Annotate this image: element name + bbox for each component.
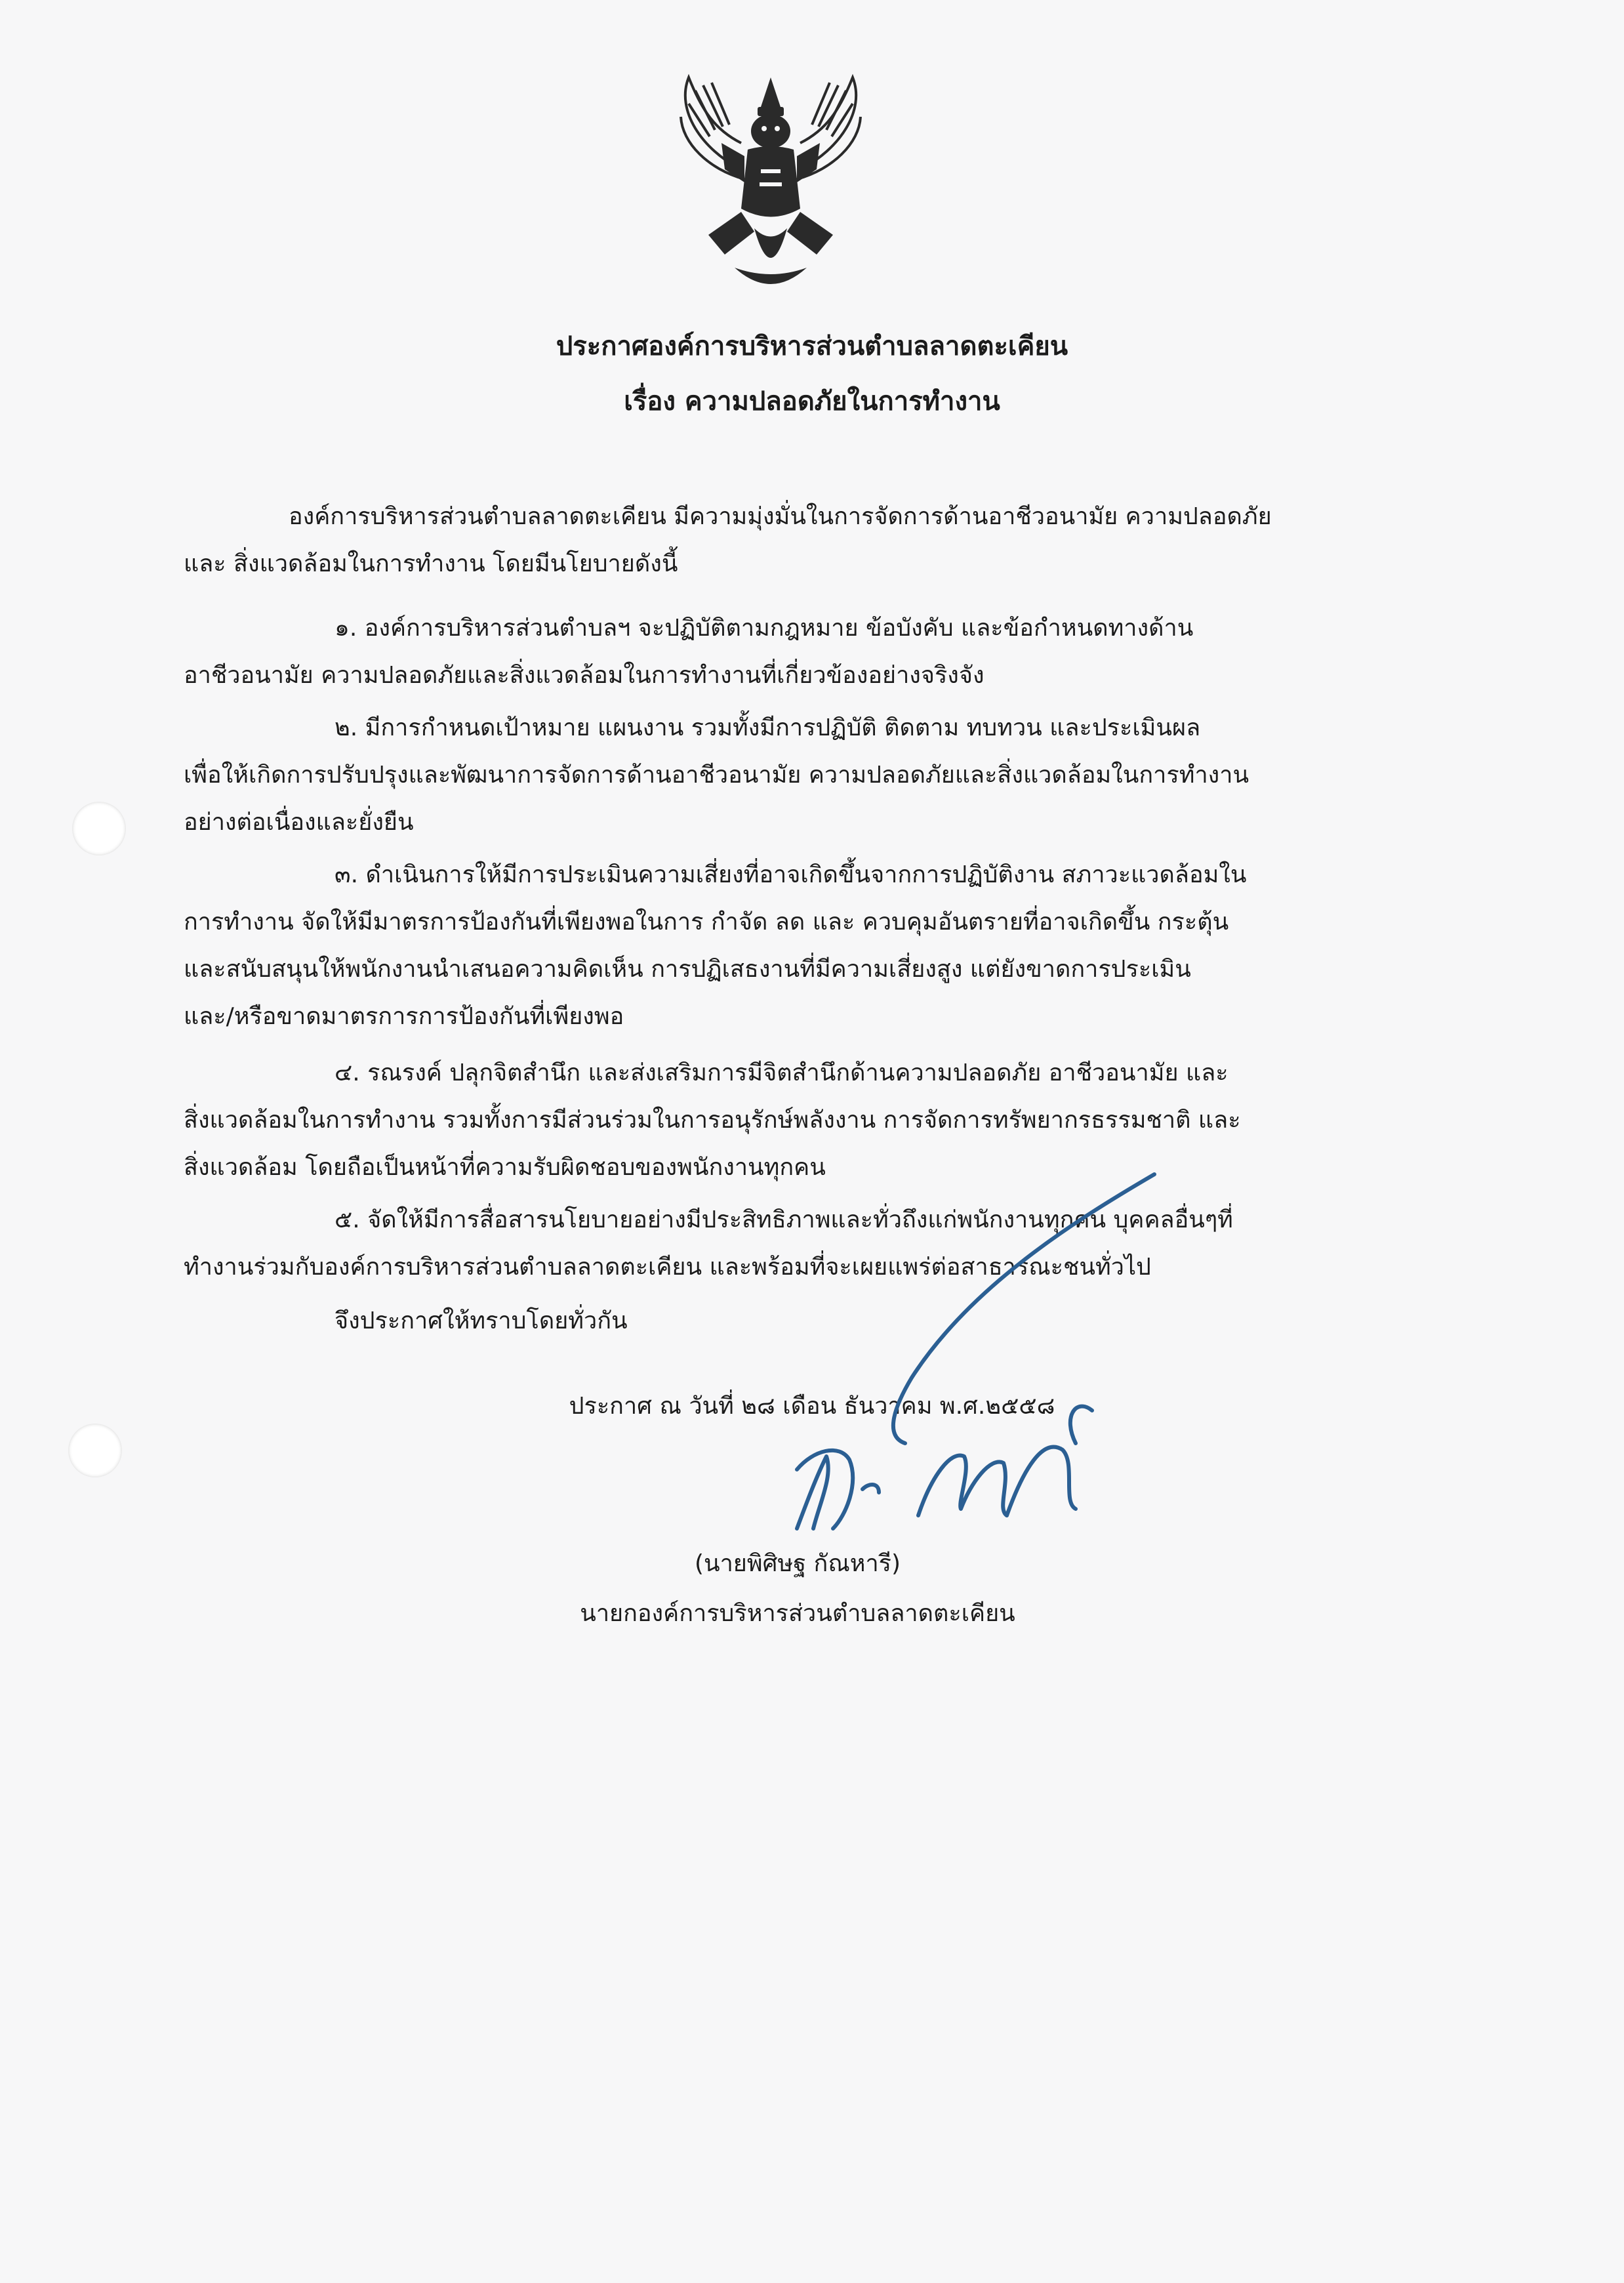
policy-line: เพื่อให้เกิดการปรับปรุงและพัฒนาการจัดการด้านอาชีวอนามัย ความปลอดภัยและสิ่งแวดล้อมในการทำงาน — [184, 762, 1249, 789]
date-line: ประกาศ ณ วันที่ ๒๘ เดือน ธันวาคม พ.ศ.๒๕๕๘ — [569, 1393, 1055, 1420]
punch-hole-bottom — [68, 1424, 122, 1477]
policy-item-2 — [184, 705, 1417, 846]
policy-item-1 — [184, 605, 1417, 699]
signatory-name: (นายพิศิษฐ กัณหารี) — [694, 1550, 901, 1577]
policy-line: สิ่งแวดล้อมในการทำงาน รวมทั้งการมีส่วนร่วมในการอนุรักษ์พลังงาน การจัดการทรัพยากรธรรมชาติ และ — [184, 1107, 1241, 1134]
garuda-emblem-icon — [662, 71, 879, 300]
policy-line: และ/หรือขาดมาตรการการป้องกันที่เพียงพอ — [184, 1003, 624, 1030]
closing-line: จึงประกาศให้ทราบโดยทั่วกัน — [335, 1307, 628, 1334]
intro-line: และ สิ่งแวดล้อมในการทำงาน โดยมีนโยบายดังนี้ — [184, 550, 678, 577]
handwritten-signature — [735, 1161, 1233, 1568]
policy-line: สิ่งแวดล้อม โดยถือเป็นหน้าที่ความรับผิดชอบของพนักงานทุกคน — [184, 1154, 826, 1181]
policy-line: ๕. จัดให้มีการสื่อสารนโยบายอย่างมีประสิทธิภาพและทั่วถึงแก่พนักงานทุกคน บุคคลอื่นๆที่ — [335, 1206, 1233, 1233]
policy-line: อาชีวอนามัย ความปลอดภัยและสิ่งแวดล้อมในการทำงานที่เกี่ยวข้องอย่างจริงจัง — [184, 662, 985, 689]
signatory-position: นายกองค์การบริหารส่วนตำบลลาดตะเคียน — [580, 1600, 1015, 1627]
announcement-title: ประกาศองค์การบริหารส่วนตำบลลาดตะเคียน — [556, 331, 1068, 361]
policy-item-3 — [184, 852, 1417, 1040]
policy-line: ๔. รณรงค์ ปลุกจิตสำนึก และส่งเสริมการมีจิตสำนึกด้านความปลอดภัย อาชีวอนามัย และ — [335, 1059, 1228, 1086]
policy-line: ทำงานร่วมกับองค์การบริหารส่วนตำบลลาดตะเคียน และพร้อมที่จะเผยแพร่ต่อสาธารณะชนทั่วไป — [184, 1254, 1151, 1281]
announcement-subject: เรื่อง ความปลอดภัยในการทำงาน — [624, 386, 1000, 417]
policy-line: การทำงาน จัดให้มีมาตรการป้องกันที่เพียงพอในการ กำจัด ลด และ ควบคุมอันตรายที่อาจเกิดขึ้น กระตุ้น — [184, 909, 1229, 936]
intro-line: องค์การบริหารส่วนตำบลลาดตะเคียน มีความมุ่งมั่นในการจัดการด้านอาชีวอนามัย ความปลอดภัย — [289, 503, 1272, 530]
punch-hole-top — [72, 802, 126, 855]
intro-paragraph — [184, 493, 1417, 588]
policy-line: ๒. มีการกำหนดเป้าหมาย แผนงาน รวมทั้งมีการปฏิบัติ ติดตาม ทบทวน และประเมินผล — [335, 714, 1201, 741]
policy-line: ๓. ดำเนินการให้มีการประเมินความเสี่ยงที่อาจเกิดขึ้นจากการปฏิบัติงาน สภาวะแวดล้อมใน — [335, 861, 1247, 888]
policy-line: ๑. องค์การบริหารส่วนตำบลฯ จะปฏิบัติตามกฎหมาย ข้อบังคับ และข้อกำหนดทางด้าน — [335, 615, 1194, 642]
policy-line: อย่างต่อเนื่องและยั่งยืน — [184, 809, 414, 836]
policy-line: และสนับสนุนให้พนักงานนำเสนอความคิดเห็น การปฏิเสธงานที่มีความเสี่ยงสูง แต่ยังขาดการประเมิน — [184, 956, 1191, 983]
